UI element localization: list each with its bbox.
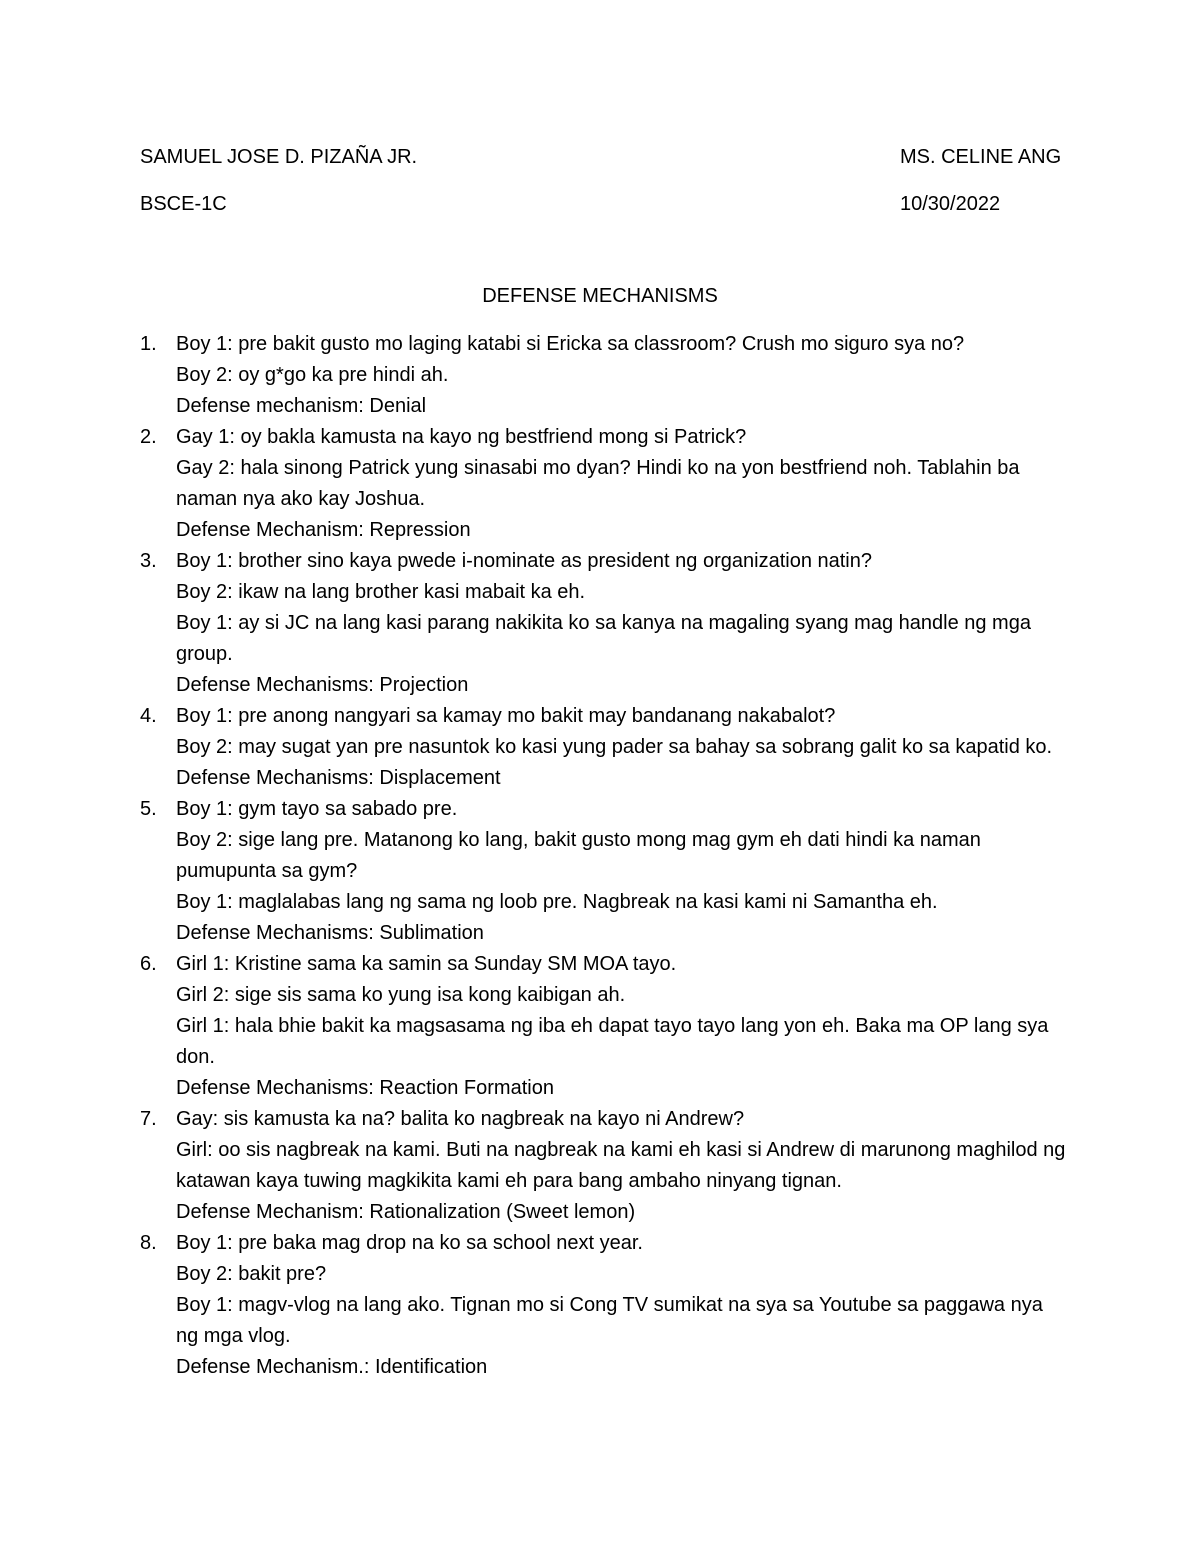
list-item-number: 5. [140, 798, 157, 820]
dialogue-line: Defense Mechanisms: Reaction Formation [176, 1077, 554, 1099]
list-item [140, 1228, 1070, 1383]
dialogue-line: Boy 1: ay si JC na lang kasi parang nakikita ko sa kanya na magaling syang mag handle ng mga group. [176, 612, 1031, 665]
date: 10/30/2022 [900, 193, 1001, 215]
dialogue-line: Gay 1: oy bakla kamusta na kayo ng bestfriend mong si Patrick? [176, 426, 747, 448]
list-item-number: 3. [140, 550, 157, 572]
dialogue-line: Defense Mechanisms: Projection [176, 674, 469, 696]
dialogue-line: Gay 2: hala sinong Patrick yung sinasabi mo dyan? Hindi ko na yon bestfriend noh. Tablahin ba naman nya ako kay Joshua. [176, 457, 1020, 510]
list-item-body [176, 546, 1070, 701]
dialogue-line: Girl 1: Kristine sama ka samin sa Sunday SM MOA tayo. [176, 953, 677, 975]
dialogue-line: Defense Mechanisms: Displacement [176, 767, 501, 789]
list-item-body [176, 1104, 1070, 1228]
dialogue-line: Boy 2: ikaw na lang brother kasi mabait ka eh. [176, 581, 586, 603]
dialogue-line: Boy 1: maglalabas lang ng sama ng loob pre. Nagbreak na kasi kami ni Samantha eh. [176, 891, 938, 913]
list-item-number: 1. [140, 333, 157, 355]
dialogue-line: Girl 1: hala bhie bakit ka magsasama ng iba eh dapat tayo tayo lang yon eh. Baka ma OP lang sya don. [176, 1015, 1049, 1068]
numbered-list [140, 329, 1070, 1383]
list-item [140, 949, 1070, 1104]
dialogue-line: Defense mechanism: Denial [176, 395, 427, 417]
dialogue-line: Boy 1: magv-vlog na lang ako. Tignan mo si Cong TV sumikat na sya sa Youtube sa paggawa nya ng mga vlog. [176, 1294, 1043, 1347]
list-item [140, 701, 1070, 794]
document-title: DEFENSE MECHANISMS [482, 285, 718, 307]
list-item-number: 6. [140, 953, 157, 975]
student-name: SAMUEL JOSE D. PIZAÑA JR. [140, 146, 418, 168]
dialogue-line: Boy 1: gym tayo sa sabado pre. [176, 798, 458, 820]
list-item-body [176, 794, 1070, 949]
list-item-body [176, 422, 1070, 546]
list-item-number: 4. [140, 705, 157, 727]
list-item-body [176, 701, 1070, 794]
dialogue-line: Girl: oo sis nagbreak na kami. Buti na nagbreak na kami eh kasi si Andrew di marunong maghilod ng katawan kaya tuwing magkikita kami eh para bang ambaho ninyang tignan. [176, 1139, 1066, 1192]
list-item-number: 7. [140, 1108, 157, 1130]
dialogue-line: Girl 2: sige sis sama ko yung isa kong kaibigan ah. [176, 984, 626, 1006]
dialogue-line: Boy 1: pre bakit gusto mo laging katabi si Ericka sa classroom? Crush mo siguro sya no? [176, 333, 965, 355]
list-item-number: 8. [140, 1232, 157, 1254]
list-item-body [176, 1228, 1070, 1383]
list-item [140, 546, 1070, 701]
dialogue-line: Boy 1: pre baka mag drop na ko sa school next year. [176, 1232, 643, 1254]
list-item [140, 1104, 1070, 1228]
list-item [140, 422, 1070, 546]
list-item-body [176, 949, 1070, 1104]
section: BSCE-1C [140, 193, 227, 215]
list-item [140, 794, 1070, 949]
dialogue-line: Boy 1: pre anong nangyari sa kamay mo bakit may bandanang nakabalot? [176, 705, 836, 727]
dialogue-line: Defense Mechanism.: Identification [176, 1356, 488, 1378]
dialogue-line: Boy 2: oy g*go ka pre hindi ah. [176, 364, 449, 386]
dialogue-line: Boy 2: sige lang pre. Matanong ko lang, bakit gusto mong mag gym eh dati hindi ka naman pumupunta sa gym? [176, 829, 981, 882]
list-item [140, 329, 1070, 422]
dialogue-line: Boy 2: may sugat yan pre nasuntok ko kasi yung pader sa bahay sa sobrang galit ko sa kapatid ko. [176, 736, 1053, 758]
dialogue-line: Defense Mechanism: Rationalization (Sweet lemon) [176, 1201, 636, 1223]
list-item-body [176, 329, 1070, 422]
dialogue-line: Gay: sis kamusta ka na? balita ko nagbreak na kayo ni Andrew? [176, 1108, 745, 1130]
dialogue-line: Boy 2: bakit pre? [176, 1263, 327, 1285]
list-item-number: 2. [140, 426, 157, 448]
dialogue-line: Boy 1: brother sino kaya pwede i-nominate as president ng organization natin? [176, 550, 872, 572]
teacher-name: MS. CELINE ANG [900, 146, 1062, 168]
dialogue-line: Defense Mechanisms: Sublimation [176, 922, 484, 944]
dialogue-line: Defense Mechanism: Repression [176, 519, 471, 541]
